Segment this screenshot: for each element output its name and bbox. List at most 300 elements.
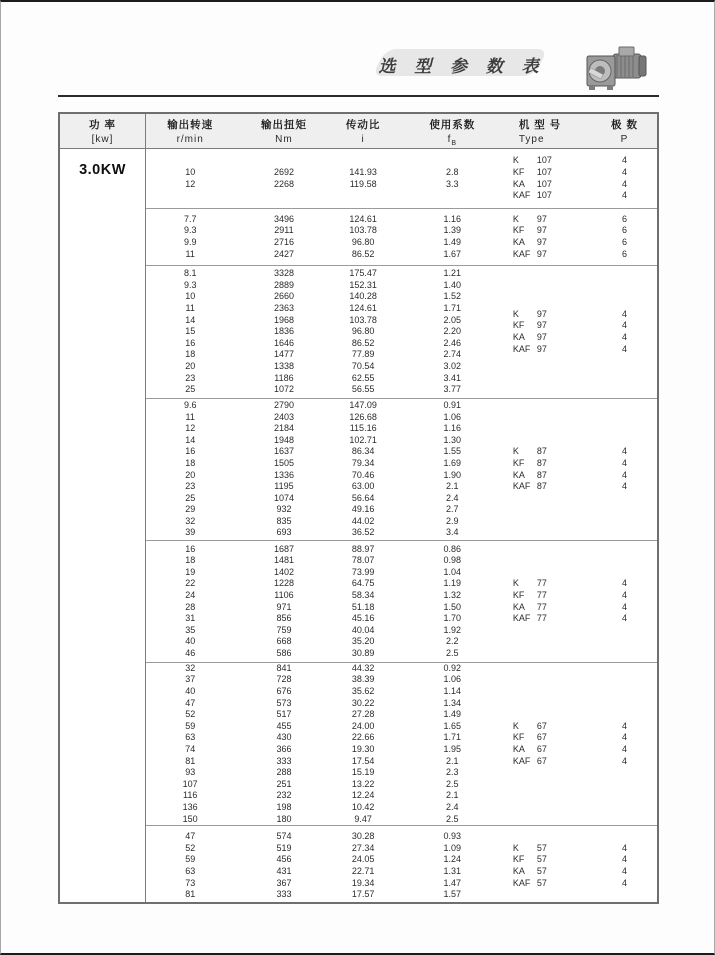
output-torque-value: 841	[276, 662, 292, 673]
service-factor-value: 1.16	[443, 213, 462, 224]
type-value	[513, 190, 592, 202]
ratio-value: 35.62	[351, 686, 375, 697]
output-torque-column	[234, 399, 333, 540]
service-factor-value: 2.4	[446, 492, 459, 503]
output-torque-value: 971	[276, 601, 292, 612]
output-torque-value: 333	[276, 889, 292, 900]
poles-value: 4	[622, 732, 628, 743]
output-torque-value: 431	[276, 866, 292, 876]
service-factor-value: 1.40	[443, 279, 462, 290]
type-column	[512, 266, 592, 398]
header-service-factor: 使用系数 $f_B$	[429, 119, 476, 147]
type-prefix: KAF	[512, 248, 531, 259]
output-speed-value: 25	[185, 384, 196, 395]
type-value	[513, 332, 592, 344]
output-torque-value: 2692	[273, 166, 294, 177]
type-size: 107	[536, 155, 552, 166]
type-value	[513, 470, 592, 482]
ratio-value: 17.57	[351, 889, 375, 900]
output-speed-value: 107	[182, 778, 198, 789]
ratio-value: 147.09	[349, 399, 377, 410]
poles-value: 4	[622, 589, 628, 600]
ratio-value: 44.32	[351, 662, 375, 673]
output-speed-value: 12	[185, 423, 196, 434]
model-group-K67	[146, 663, 657, 826]
poles-value: 4	[622, 320, 628, 331]
type-size: 57	[536, 842, 547, 853]
output-speed-value: 11	[185, 411, 195, 422]
output-speed-column	[146, 266, 234, 398]
poles-value: 4	[622, 854, 628, 865]
service-factor-value: 2.05	[443, 314, 462, 325]
type-size: 57	[536, 877, 547, 888]
output-torque-value: 728	[276, 674, 292, 685]
output-speed-value: 46	[185, 647, 196, 658]
output-torque-value: 2716	[273, 237, 294, 247]
service-factor-value: 3.4	[446, 527, 459, 538]
ratio-value: 27.34	[351, 842, 375, 853]
poles-column	[592, 541, 657, 662]
service-factor-value: 2.1	[446, 755, 459, 766]
service-factor-column	[393, 399, 512, 540]
ratio-value: 56.55	[351, 384, 375, 395]
poles-value: 4	[622, 744, 628, 754]
service-factor-value: 2.9	[446, 515, 459, 526]
ratio-column	[334, 663, 393, 825]
service-factor-column	[393, 149, 512, 208]
data-column	[146, 114, 657, 902]
type-prefix: K	[512, 213, 519, 224]
output-speed-value: 81	[185, 889, 196, 900]
service-factor-value: 1.71	[443, 303, 462, 314]
type-column	[512, 399, 592, 540]
output-speed-value: 10	[185, 291, 196, 302]
service-factor-value: 1.14	[443, 686, 462, 697]
type-value	[513, 866, 592, 878]
service-factor-value: 2.5	[446, 778, 459, 789]
ratio-value: 62.55	[351, 372, 375, 383]
output-torque-value: 932	[276, 504, 292, 515]
output-speed-value: 14	[185, 314, 196, 325]
service-factor-value: 2.1	[446, 790, 459, 801]
type-value	[513, 214, 592, 226]
output-torque-value: 455	[276, 720, 292, 731]
ratio-value: 58.34	[351, 589, 375, 600]
output-speed-value: 81	[185, 755, 196, 766]
ratio-column	[334, 266, 393, 398]
type-size: 87	[536, 446, 547, 457]
ratio-value: 38.39	[351, 674, 375, 685]
service-factor-value: 0.93	[443, 831, 462, 842]
type-value	[513, 320, 592, 332]
service-factor-value: 1.70	[443, 613, 462, 624]
output-speed-column	[146, 541, 234, 662]
output-torque-value: 288	[276, 767, 292, 778]
type-value	[513, 744, 592, 756]
service-factor-value: 1.71	[443, 732, 462, 743]
output-torque-value: 1228	[273, 578, 294, 589]
poles-column	[592, 663, 657, 825]
poles-value: 4	[622, 613, 628, 624]
type-value	[513, 237, 592, 249]
ratio-value: 56.64	[351, 492, 375, 503]
model-group-K97	[146, 266, 657, 399]
output-torque-value: 856	[276, 613, 292, 624]
service-factor-value: 1.50	[443, 601, 462, 612]
output-torque-value: 573	[276, 697, 292, 708]
type-size: 67	[536, 755, 547, 766]
poles-value: 6	[622, 248, 628, 259]
service-factor-value: 2.7	[446, 504, 459, 515]
service-factor-value: 1.67	[443, 248, 462, 259]
output-torque-value: 835	[276, 515, 292, 526]
output-torque-column	[234, 266, 333, 398]
output-torque-value: 333	[276, 755, 292, 766]
service-factor-value: 1.06	[443, 674, 462, 685]
type-size: 97	[536, 237, 547, 247]
output-torque-value: 1338	[273, 360, 294, 371]
output-torque-value: 2911	[274, 225, 294, 236]
output-speed-value: 11	[185, 248, 195, 259]
type-prefix: KA	[512, 866, 525, 876]
output-speed-value: 23	[185, 481, 196, 492]
output-speed-value: 19	[185, 566, 196, 577]
ratio-value: 175.47	[349, 268, 377, 279]
output-speed-value: 59	[185, 720, 196, 731]
table-header-row	[146, 114, 657, 149]
type-size: 57	[536, 854, 547, 865]
poles-value: 4	[622, 457, 628, 468]
type-size: 97	[536, 332, 547, 342]
output-speed-value: 40	[185, 636, 196, 647]
ratio-value: 88.97	[351, 543, 375, 554]
service-factor-value: 3.3	[446, 178, 459, 189]
service-factor-value: 2.4	[446, 801, 459, 812]
model-group-K97	[146, 209, 657, 266]
type-value	[513, 756, 592, 768]
service-factor-column	[393, 663, 512, 825]
type-prefix: KAF	[512, 613, 531, 624]
output-torque-column	[234, 663, 333, 825]
ratio-value: 77.89	[351, 349, 375, 360]
output-torque-value: 1195	[274, 481, 294, 492]
poles-column	[592, 266, 657, 398]
ratio-value: 78.07	[351, 555, 375, 566]
type-prefix: KF	[512, 854, 525, 865]
type-size: 97	[536, 308, 547, 319]
ratio-value: 51.18	[351, 601, 375, 612]
service-factor-column	[393, 826, 512, 904]
type-prefix: KAF	[512, 755, 531, 766]
output-torque-value: 430	[276, 732, 292, 743]
service-factor-value: 0.86	[443, 543, 462, 554]
power-column	[60, 114, 146, 902]
type-size: 87	[536, 469, 547, 480]
poles-value: 4	[622, 755, 628, 766]
output-torque-value: 1968	[273, 314, 294, 325]
output-torque-value: 1074	[273, 492, 294, 503]
service-factor-value: 3.41	[443, 372, 462, 383]
output-torque-column	[234, 541, 333, 662]
output-speed-value: 9.6	[183, 399, 197, 410]
output-torque-value: 2790	[273, 399, 294, 410]
type-prefix: KF	[512, 732, 525, 743]
output-speed-value: 31	[185, 613, 196, 624]
output-speed-value: 14	[185, 434, 196, 445]
type-column	[512, 541, 592, 662]
output-speed-value: 16	[185, 543, 196, 554]
type-prefix: KA	[512, 469, 525, 480]
header-output-torque: 输出扭矩 Nm	[260, 119, 307, 145]
service-factor-value: 1.57	[443, 889, 462, 900]
page-title: 选 型 参 数 表	[378, 57, 546, 76]
ratio-value: 96.80	[351, 237, 375, 247]
poles-column	[592, 209, 657, 265]
ratio-value: 30.89	[351, 647, 375, 658]
type-column	[512, 149, 592, 208]
output-speed-value: 29	[185, 504, 196, 515]
ratio-value: 140.28	[349, 291, 377, 302]
output-speed-column	[146, 209, 234, 265]
service-factor-value: 1.30	[443, 434, 462, 445]
output-torque-value: 668	[276, 636, 292, 647]
type-value	[513, 249, 592, 261]
ratio-value: 13.22	[351, 778, 375, 789]
poles-value: 4	[622, 178, 628, 189]
service-factor-value: 2.20	[443, 326, 462, 337]
service-factor-value: 1.34	[443, 697, 462, 708]
output-speed-value: 35	[185, 624, 196, 635]
output-speed-value: 32	[185, 662, 196, 673]
ratio-column	[334, 399, 393, 540]
output-speed-value: 150	[182, 813, 198, 824]
service-factor-value: 2.8	[446, 166, 459, 177]
service-factor-value: 1.90	[443, 469, 462, 480]
ratio-value: 86.34	[351, 446, 375, 457]
output-torque-value: 1336	[273, 469, 294, 480]
ratio-value: 40.04	[351, 624, 375, 635]
type-size: 67	[536, 744, 547, 754]
output-speed-value: 22	[185, 578, 196, 589]
table-groups	[146, 149, 657, 904]
gearmotor-photo	[583, 46, 651, 92]
ratio-value: 24.05	[351, 854, 375, 865]
poles-value: 4	[622, 866, 628, 876]
power-value: 3.0KW	[79, 162, 126, 178]
power-header-cell	[60, 114, 145, 149]
poles-value: 6	[622, 225, 628, 236]
ratio-value: 79.34	[351, 457, 375, 468]
output-speed-value: 40	[185, 686, 196, 697]
output-speed-value: 93	[185, 767, 196, 778]
service-factor-value: 1.24	[443, 854, 462, 865]
output-torque-value: 1186	[274, 372, 294, 383]
type-value	[513, 854, 592, 866]
type-prefix: KF	[512, 225, 525, 236]
ratio-value: 96.80	[351, 326, 375, 337]
ratio-value: 70.54	[351, 360, 375, 371]
ratio-column	[334, 541, 393, 662]
type-prefix: KAF	[512, 343, 531, 354]
ratio-value: 44.02	[351, 515, 375, 526]
output-torque-value: 2889	[273, 279, 294, 290]
service-factor-value: 2.5	[446, 647, 459, 658]
poles-value: 4	[622, 601, 628, 612]
output-speed-value: 59	[185, 854, 196, 865]
ratio-value: 15.19	[351, 767, 375, 778]
output-torque-column	[234, 209, 333, 265]
type-size: 77	[536, 578, 547, 589]
ratio-value: 30.22	[351, 697, 375, 708]
type-size: 57	[536, 866, 547, 876]
output-speed-value: 37	[185, 674, 196, 685]
service-factor-column	[393, 541, 512, 662]
output-speed-value: 18	[185, 555, 196, 566]
service-factor-value: 1.49	[443, 709, 462, 720]
output-speed-value: 52	[185, 709, 196, 720]
output-torque-value: 1836	[273, 326, 294, 337]
poles-value: 4	[622, 481, 628, 492]
output-torque-value: 1481	[273, 555, 294, 566]
output-torque-value: 251	[276, 778, 292, 789]
output-speed-column	[146, 149, 234, 208]
output-torque-value: 456	[276, 854, 292, 865]
output-torque-value: 2660	[273, 291, 294, 302]
type-size: 87	[536, 481, 547, 492]
output-torque-value: 693	[276, 527, 292, 538]
type-value	[513, 732, 592, 744]
ratio-value: 124.61	[349, 213, 377, 224]
service-factor-value: 1.31	[443, 866, 462, 876]
output-torque-value: 1637	[273, 446, 294, 457]
service-factor-value: 1.06	[443, 411, 462, 422]
output-speed-column	[146, 826, 234, 904]
type-prefix: KF	[512, 589, 525, 600]
type-size: 107	[536, 166, 552, 177]
output-speed-value: 116	[183, 790, 198, 801]
header-ratio: 传动比 i	[345, 119, 381, 145]
output-torque-value: 1072	[273, 384, 294, 395]
type-size: 77	[536, 601, 547, 612]
service-factor-column	[393, 266, 512, 398]
selection-parameter-table	[58, 112, 659, 904]
ratio-value: 124.61	[349, 303, 377, 314]
type-value	[513, 446, 592, 458]
output-torque-value: 676	[276, 686, 292, 697]
poles-value: 4	[622, 166, 628, 177]
type-prefix: KA	[512, 237, 525, 247]
output-torque-value: 3496	[273, 213, 294, 224]
type-size: 97	[536, 343, 547, 354]
type-value	[513, 481, 592, 493]
type-prefix: KAF	[512, 877, 531, 888]
service-factor-value: 1.39	[443, 225, 462, 236]
output-speed-value: 63	[185, 732, 196, 743]
output-torque-value: 3328	[273, 268, 294, 279]
output-torque-value: 1402	[273, 566, 294, 577]
poles-value: 4	[622, 720, 628, 731]
ratio-value: 17.54	[351, 755, 375, 766]
type-value	[513, 344, 592, 356]
type-prefix: KF	[512, 457, 525, 468]
type-value	[513, 179, 592, 191]
poles-value: 6	[622, 213, 628, 224]
output-speed-value: 47	[185, 697, 196, 708]
service-factor-value: 1.32	[443, 589, 462, 600]
ratio-column	[334, 209, 393, 265]
output-speed-value: 10	[185, 166, 196, 177]
output-torque-value: 517	[276, 709, 292, 720]
type-size: 97	[536, 213, 547, 224]
output-torque-value: 232	[276, 790, 292, 801]
service-factor-value: 1.69	[443, 457, 462, 468]
type-prefix: KA	[512, 178, 525, 189]
ratio-column	[334, 149, 393, 208]
poles-value: 4	[622, 190, 628, 201]
ratio-value: 126.68	[349, 411, 377, 422]
ratio-column	[334, 826, 393, 904]
ratio-value: 70.46	[351, 469, 375, 480]
type-value	[513, 578, 592, 590]
ratio-value: 119.58	[349, 178, 377, 189]
output-speed-value: 20	[185, 360, 196, 371]
ratio-value: 86.52	[351, 337, 375, 348]
poles-value: 4	[622, 877, 628, 888]
output-speed-value: 9.3	[183, 279, 197, 290]
type-prefix: K	[512, 308, 519, 319]
output-speed-value: 24	[185, 589, 196, 600]
type-value	[513, 843, 592, 855]
service-factor-value: 2.3	[446, 767, 459, 778]
type-value	[513, 309, 592, 321]
ratio-value: 152.31	[349, 279, 377, 290]
output-torque-value: 759	[276, 624, 292, 635]
type-prefix: KAF	[512, 190, 531, 201]
service-factor-value: 0.92	[443, 662, 462, 673]
service-factor-value: 1.65	[443, 720, 462, 731]
output-torque-value: 2427	[273, 248, 294, 259]
service-factor-value: 2.5	[446, 813, 459, 824]
output-speed-value: 20	[185, 469, 196, 480]
output-torque-column	[234, 826, 333, 904]
output-speed-value: 73	[185, 877, 196, 888]
output-torque-value: 2268	[273, 178, 294, 189]
ratio-value: 9.47	[354, 813, 372, 824]
service-factor-value: 2.74	[443, 349, 462, 360]
model-group-K107	[146, 149, 657, 209]
output-speed-column	[146, 663, 234, 825]
poles-value: 6	[622, 237, 628, 247]
output-speed-value: 18	[185, 349, 196, 360]
type-prefix: K	[512, 155, 519, 166]
type-prefix: K	[512, 446, 519, 457]
ratio-value: 63.00	[351, 481, 375, 492]
output-torque-value: 1477	[273, 349, 294, 360]
service-factor-value: 1.49	[443, 237, 462, 247]
type-column	[512, 209, 592, 265]
output-torque-column	[234, 149, 333, 208]
output-speed-value: 25	[185, 492, 196, 503]
ratio-value: 49.16	[351, 504, 375, 515]
output-speed-value: 28	[185, 601, 196, 612]
ratio-value: 22.71	[351, 866, 375, 876]
ratio-value: 45.16	[351, 613, 375, 624]
type-prefix: KA	[512, 601, 525, 612]
service-factor-value: 1.16	[443, 423, 462, 434]
output-speed-value: 9.9	[183, 237, 197, 247]
output-speed-value: 12	[185, 178, 196, 189]
output-speed-value: 9.3	[183, 225, 197, 236]
